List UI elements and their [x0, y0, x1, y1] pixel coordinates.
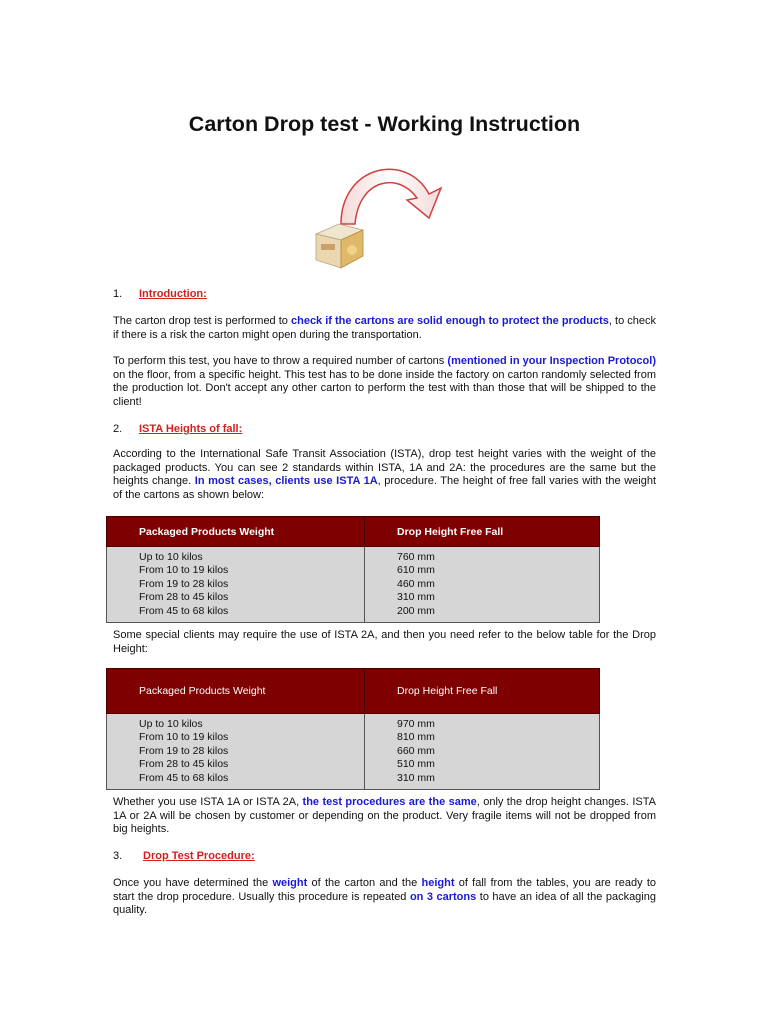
curved-arrow-icon — [341, 169, 441, 224]
section-label: ISTA Heights of fall: — [139, 423, 243, 435]
table-header-row — [107, 669, 600, 714]
section-label: Introduction: — [139, 288, 207, 300]
section-label: Drop Test Procedure: — [143, 850, 255, 862]
section-number: 1. — [113, 288, 123, 300]
height-cell: 760 mm 610 mm 460 mm 310 mm 200 mm — [365, 547, 600, 623]
ista-2a-table — [106, 668, 600, 790]
column-header-weight: Packaged Products Weight — [107, 669, 365, 714]
height-cell: 970 mm 810 mm 660 mm 510 mm 310 mm — [365, 714, 600, 790]
weight-cell: Up to 10 kilos From 10 to 19 kilos From 19 to 28 kilos From 28 to 45 kilos From 45 to 68 kilos — [107, 714, 365, 790]
table-row — [107, 714, 600, 790]
table-row — [107, 547, 600, 623]
section-heading-drop-procedure — [113, 850, 255, 864]
section-heading-introduction — [113, 288, 207, 302]
column-header-height: Drop Height Free Fall — [365, 517, 600, 547]
section-number: 3. — [113, 850, 123, 862]
table-header-row — [107, 517, 600, 547]
ista-1a-table — [106, 516, 600, 623]
column-header-weight: Packaged Products Weight — [107, 517, 365, 547]
carton-box-icon — [316, 224, 363, 268]
paragraph-ista: According to the International Safe Transit Association (ISTA), drop test height varies with the weight of the packaged products. You can see 2 standards within ISTA, 1A and 2A: the procedures are the same but the heights change. In most cases, clients use ISTA 1A, procedure. The height of free fall varies with the weight of the cartons as shown below: — [113, 448, 656, 501]
drop-test-illustration — [311, 156, 461, 276]
weight-cell: Up to 10 kilos From 10 to 19 kilos From 19 to 28 kilos From 28 to 45 kilos From 45 to 68 kilos — [107, 547, 365, 623]
section-heading-ista-heights — [113, 423, 242, 437]
page-title: Carton Drop test - Working Instruction — [188, 112, 581, 136]
paragraph-ista-2a: Some special clients may require the use of ISTA 2A, and then you need refer to the below table for the Drop Height: — [113, 629, 656, 655]
paragraph-procedure: To perform this test, you have to throw a required number of cartons (mentioned in your Inspection Protocol) on the floor, from a specific height. This test has to be done inside the factory on carton randomly selected from the production lot. Don't accept any other carton to perform the test with than those that will be shipped to the client! — [113, 355, 656, 408]
paragraph-same-procedure: Whether you use ISTA 1A or ISTA 2A, the test procedures are the same, only the drop height changes. ISTA 1A or 2A will be chosen by customer or depending on the product. Very fragile items will not be dropped from big heights. — [113, 796, 656, 835]
paragraph-purpose: The carton drop test is performed to check if the cartons are solid enough to protect the products, to check if there is a risk the carton might open during the transportation. — [113, 315, 657, 341]
section-number: 2. — [113, 423, 123, 435]
column-header-height: Drop Height Free Fall — [365, 669, 600, 714]
paragraph-drop-procedure: Once you have determined the weight of the carton and the height of fall from the tables, you are ready to start the drop procedure. Usually this procedure is repeated on 3 cartons to have an idea of all the packaging quality. — [113, 877, 656, 916]
